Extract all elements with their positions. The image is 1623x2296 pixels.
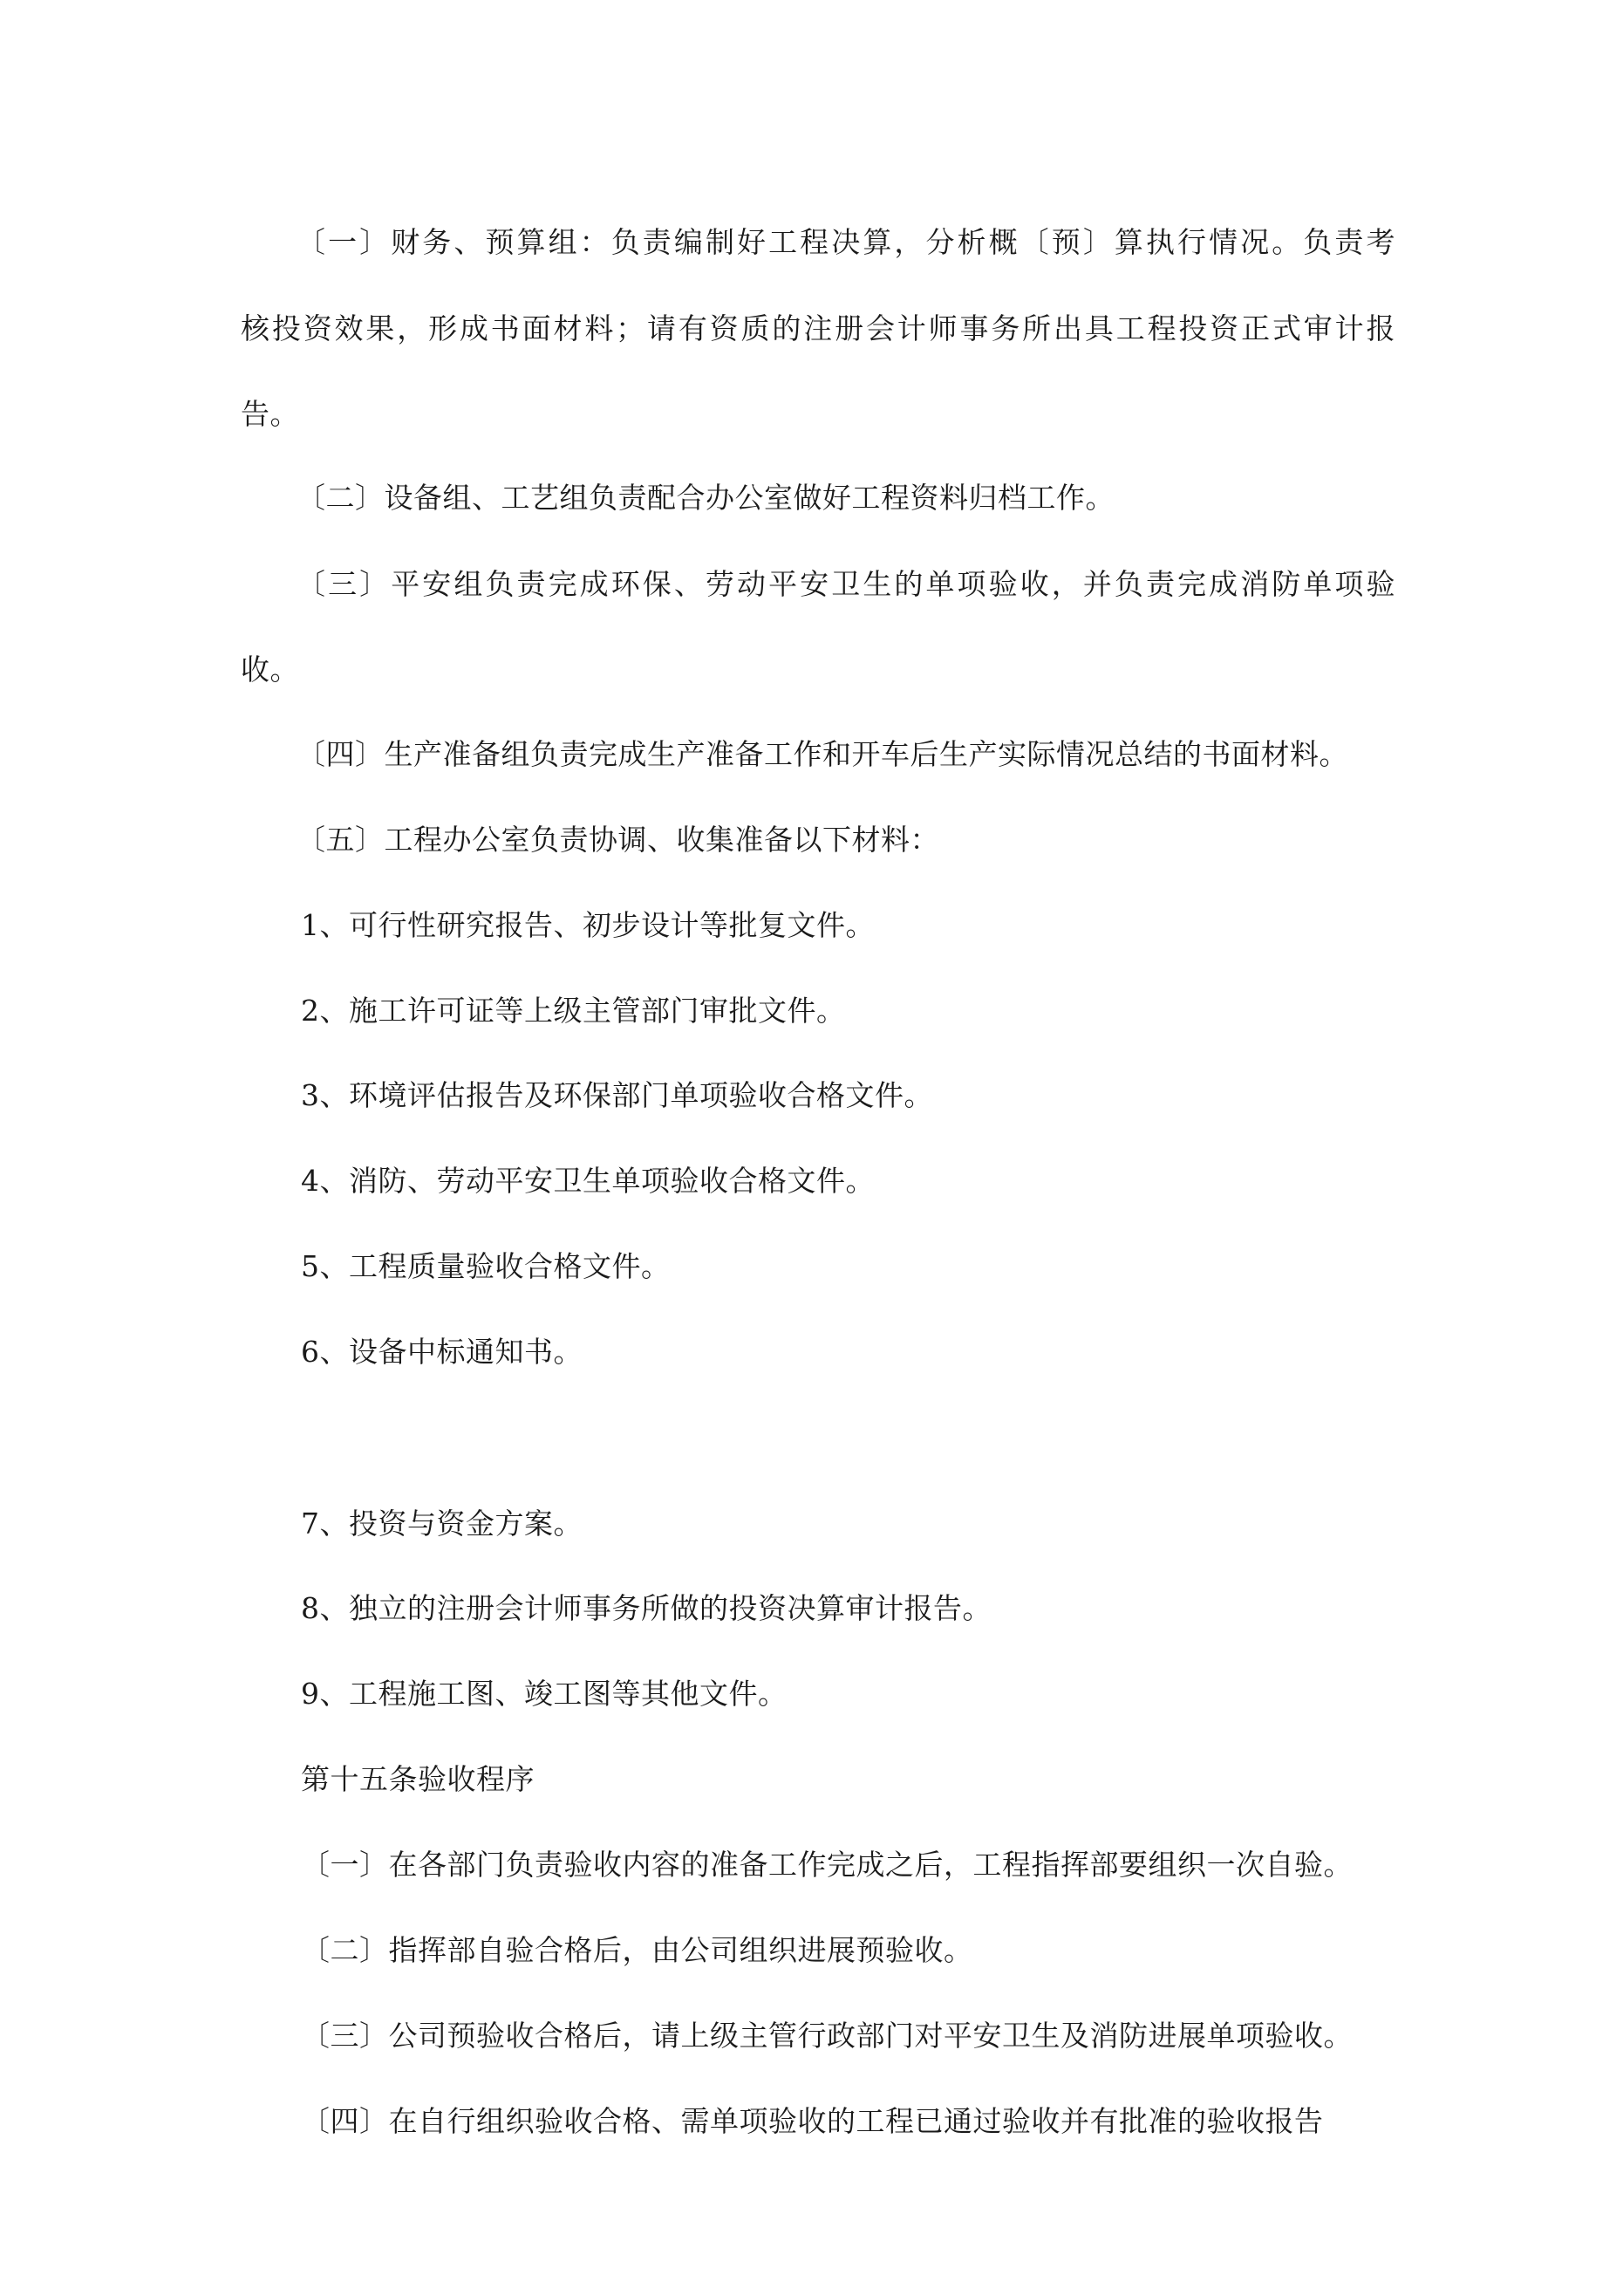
- paragraph-line: 〔一〕财务、预算组：负责编制好工程决算，分析概〔预〕算执行情况。负责考: [297, 225, 1395, 259]
- list-item: 5、工程质量验收合格文件。: [301, 1249, 671, 1283]
- procedure-item: 〔四〕在自行组织验收合格、需单项验收的工程已通过验收并有批准的验收报告: [301, 2104, 1324, 2138]
- paragraph-line: 收。: [241, 653, 299, 687]
- list-item: 8、独立的注册会计师事务所做的投资决算审计报告。: [301, 1591, 992, 1625]
- article-title: 第十五条验收程序: [301, 1762, 535, 1796]
- list-item: 1、可行性研究报告、初步设计等批复文件。: [301, 908, 875, 942]
- list-item: 2、施工许可证等上级主管部门审批文件。: [301, 994, 846, 1028]
- paragraph-line: 〔五〕工程办公室负责协调、收集准备以下材料：: [297, 823, 939, 857]
- paragraph-line: 〔二〕设备组、工艺组负责配合办公室做好工程资料归档工作。: [297, 481, 1115, 515]
- list-item: 9、工程施工图、竣工图等其他文件。: [301, 1677, 788, 1711]
- list-item: 6、设备中标通知书。: [301, 1335, 583, 1369]
- procedure-item: 〔二〕指挥部自验合格后，由公司组织进展预验收。: [301, 1933, 973, 1967]
- paragraph-line: 〔四〕生产准备组负责完成生产准备工作和开车后生产实际情况总结的书面材料。: [297, 737, 1348, 771]
- procedure-item: 〔一〕在各部门负责验收内容的准备工作完成之后，工程指挥部要组织一次自验。: [301, 1848, 1353, 1882]
- paragraph-line: 告。: [241, 397, 299, 431]
- list-item: 7、投资与资金方案。: [301, 1507, 583, 1541]
- paragraph-line: 核投资效果，形成书面材料；请有资质的注册会计师事务所出具工程投资正式审计报: [241, 311, 1395, 345]
- list-item: 4、消防、劳动平安卫生单项验收合格文件。: [301, 1164, 875, 1198]
- paragraph-line: 〔三〕平安组负责完成环保、劳动平安卫生的单项验收，并负责完成消防单项验: [297, 567, 1395, 601]
- list-item: 3、环境评估报告及环保部门单项验收合格文件。: [301, 1078, 933, 1112]
- procedure-item: 〔三〕公司预验收合格后，请上级主管行政部门对平安卫生及消防进展单项验收。: [301, 2019, 1353, 2053]
